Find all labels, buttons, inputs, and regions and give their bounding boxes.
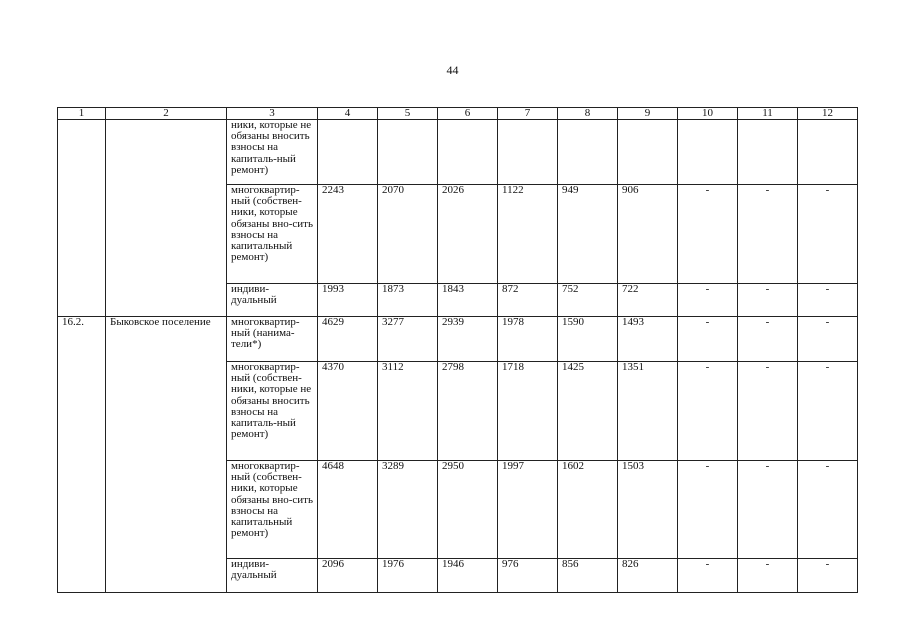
column-header: 12	[798, 108, 858, 120]
value-cell: 1946	[438, 559, 498, 593]
column-header: 10	[678, 108, 738, 120]
value-cell: -	[678, 461, 738, 559]
page-number: 44	[446, 63, 459, 77]
column-header: 9	[618, 108, 678, 120]
value-cell: 4648	[318, 461, 378, 559]
housing-type-cell: ники, которые не обязаны вносить взносы на капиталь-ный ремонт)	[227, 120, 318, 185]
column-header: 1	[58, 108, 106, 120]
value-cell: 1602	[558, 461, 618, 559]
value-cell: 1718	[498, 362, 558, 461]
row-number-cell	[58, 120, 106, 317]
column-number-row	[58, 108, 858, 120]
value-cell: -	[678, 559, 738, 593]
value-cell	[498, 120, 558, 185]
value-cell	[618, 120, 678, 185]
column-header: 5	[378, 108, 438, 120]
value-cell: 1493	[618, 317, 678, 362]
table-row	[58, 317, 858, 362]
value-cell: 4629	[318, 317, 378, 362]
value-cell: 752	[558, 284, 618, 317]
value-cell: 949	[558, 185, 618, 284]
value-cell: 976	[498, 559, 558, 593]
value-cell: -	[678, 284, 738, 317]
value-cell: 1590	[558, 317, 618, 362]
value-cell: 1873	[378, 284, 438, 317]
value-cell: 826	[618, 559, 678, 593]
value-cell	[378, 120, 438, 185]
value-cell: -	[678, 185, 738, 284]
value-cell: -	[738, 362, 798, 461]
value-cell: -	[798, 284, 858, 317]
value-cell: 2950	[438, 461, 498, 559]
value-cell: 4370	[318, 362, 378, 461]
housing-type-cell: многоквартир-ный (собствен-ники, которые обязаны вно-сить взносы на капитальный ремонт)	[227, 461, 318, 559]
tariff-table	[57, 107, 858, 593]
value-cell: 872	[498, 284, 558, 317]
value-cell: -	[738, 461, 798, 559]
value-cell: 3289	[378, 461, 438, 559]
column-header: 7	[498, 108, 558, 120]
column-header: 4	[318, 108, 378, 120]
value-cell: 2798	[438, 362, 498, 461]
value-cell: 1503	[618, 461, 678, 559]
value-cell: 722	[618, 284, 678, 317]
value-cell: 1425	[558, 362, 618, 461]
value-cell: -	[798, 559, 858, 593]
housing-type-cell: многоквартир-ный (нанима-тели*)	[227, 317, 318, 362]
value-cell	[558, 120, 618, 185]
housing-type-cell: многоквартир-ный (собствен-ники, которые не обязаны вносить взносы на капиталь-ный ремонт)	[227, 362, 318, 461]
value-cell: -	[798, 185, 858, 284]
value-cell: 1843	[438, 284, 498, 317]
value-cell: -	[798, 317, 858, 362]
value-cell: 1997	[498, 461, 558, 559]
value-cell: 1993	[318, 284, 378, 317]
value-cell: -	[678, 317, 738, 362]
value-cell: -	[738, 317, 798, 362]
value-cell: 1976	[378, 559, 438, 593]
housing-type-cell: индиви-дуальный	[227, 284, 318, 317]
value-cell	[318, 120, 378, 185]
value-cell: -	[798, 362, 858, 461]
value-cell: 2939	[438, 317, 498, 362]
value-cell: 3112	[378, 362, 438, 461]
housing-type-cell: многоквартир-ный (собствен-ники, которые обязаны вно-сить взносы на капитальный ремонт)	[227, 185, 318, 284]
value-cell: 2096	[318, 559, 378, 593]
value-cell: -	[678, 362, 738, 461]
value-cell: 906	[618, 185, 678, 284]
value-cell: 1122	[498, 185, 558, 284]
column-header: 3	[227, 108, 318, 120]
value-cell: -	[738, 559, 798, 593]
value-cell: 856	[558, 559, 618, 593]
value-cell: 2243	[318, 185, 378, 284]
value-cell: 1978	[498, 317, 558, 362]
column-header: 2	[106, 108, 227, 120]
value-cell: 1351	[618, 362, 678, 461]
value-cell: 3277	[378, 317, 438, 362]
column-header: 11	[738, 108, 798, 120]
value-cell	[798, 120, 858, 185]
column-header: 6	[438, 108, 498, 120]
value-cell: 2070	[378, 185, 438, 284]
value-cell: -	[738, 185, 798, 284]
value-cell: -	[798, 461, 858, 559]
settlement-cell: Быковское поселение	[106, 317, 227, 593]
value-cell: 2026	[438, 185, 498, 284]
value-cell	[678, 120, 738, 185]
value-cell: -	[738, 284, 798, 317]
table-row	[58, 120, 858, 185]
row-number-cell: 16.2.	[58, 317, 106, 593]
value-cell	[738, 120, 798, 185]
housing-type-cell: индиви-дуальный	[227, 559, 318, 593]
settlement-cell	[106, 120, 227, 317]
column-header: 8	[558, 108, 618, 120]
value-cell	[438, 120, 498, 185]
